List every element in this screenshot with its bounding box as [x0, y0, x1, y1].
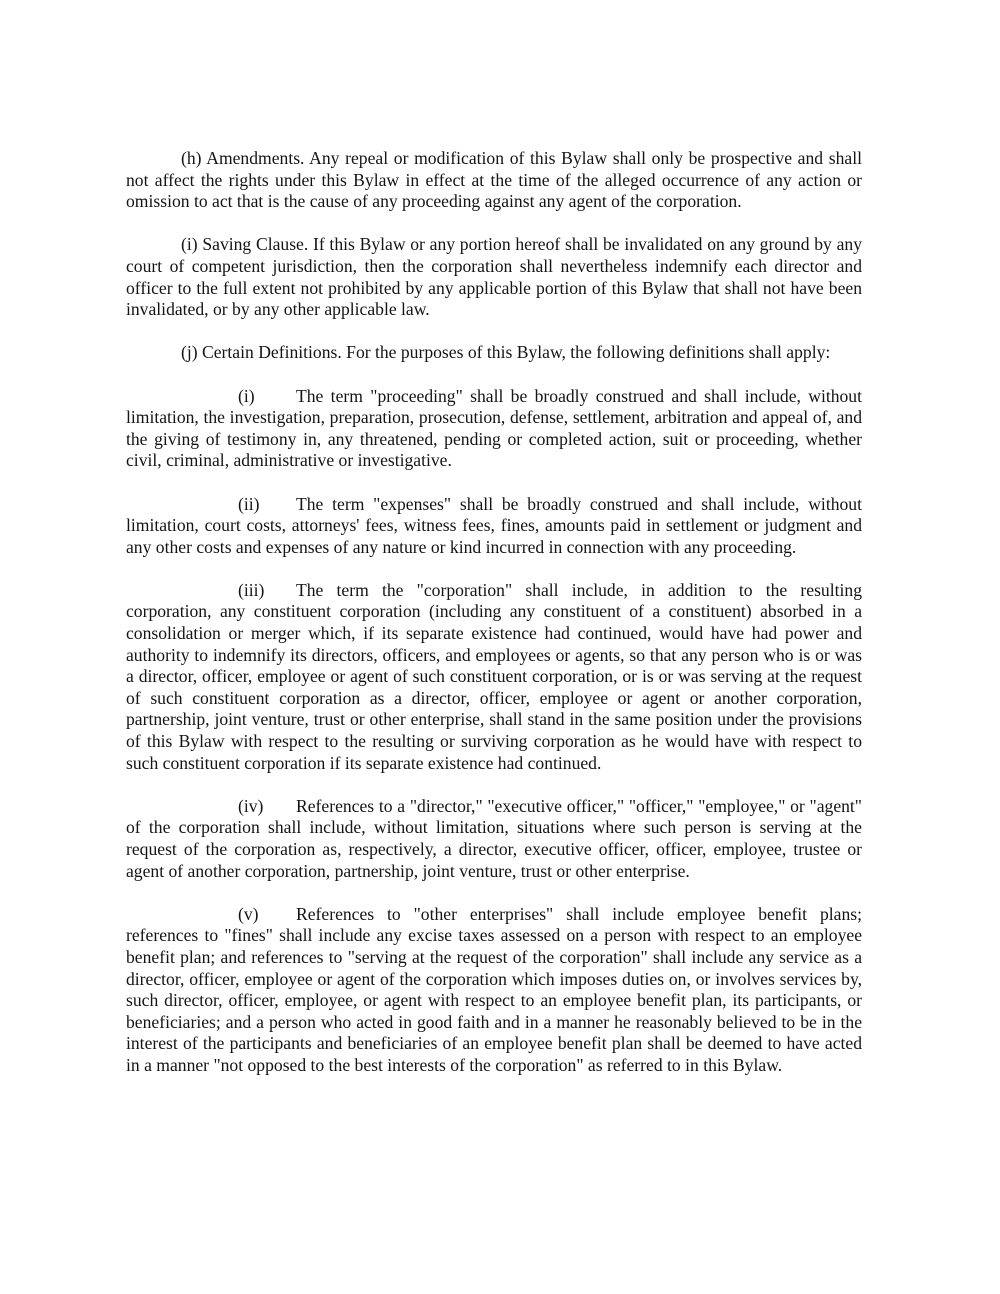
definition-other-enterprises	[126, 904, 862, 1077]
section-i-label: (i)	[181, 234, 198, 255]
section-i-text: Saving Clause. If this Bylaw or any portion hereof shall be invalidated on any ground by any court of competent jurisdiction, then the corporation shall nevertheless indemnify each director and officer to the full extent not prohibited by any applicable portion of this Bylaw that shall not have been invalidated, or by any other applicable law.	[126, 234, 862, 320]
section-j-text: Certain Definitions. For the purposes of this Bylaw, the following definitions shall apply:	[202, 342, 831, 363]
section-j-certain-definitions	[126, 342, 862, 364]
definition-director-references	[126, 796, 862, 882]
definition-text: The term "expenses" shall be broadly construed and shall include, without limitation, court costs, attorneys' fees, witness fees, fines, amounts paid in settlement or judgment and any other costs and expenses of any nature or kind incurred in connection with any proceeding.	[126, 493, 862, 557]
definition-text: References to "other enterprises" shall include employee benefit plans; references to "fines" shall include any excise taxes assessed on a person with respect to an employee benefit plan; and references to "serving at the request of the corporation" shall include any service as a director, officer, employee or agent of the corporation which imposes duties on, or involves services by, such director, officer, employee, or agent with respect to an employee benefit plan, its participants, or beneficiaries; and a person who acted in good faith and in a manner he reasonably believed to be in the interest of the participants and beneficiaries of an employee benefit plan shall be deemed to have acted in a manner "not opposed to the best interests of the corporation" as referred to in this Bylaw.	[126, 903, 862, 1075]
definition-number: (iv)	[238, 795, 264, 816]
section-i-saving-clause	[126, 234, 862, 320]
definition-number: (ii)	[238, 493, 260, 514]
definition-corporation	[126, 580, 862, 774]
section-h-label: (h)	[181, 148, 202, 168]
definition-number: (v)	[238, 903, 259, 924]
section-j-label: (j)	[181, 342, 198, 363]
definition-number: (iii)	[238, 579, 265, 600]
definition-number: (i)	[238, 385, 255, 406]
section-h-amendments	[126, 148, 862, 213]
document-page	[126, 148, 862, 1098]
definition-proceeding	[126, 386, 862, 472]
definition-text: References to a "director," "executive officer," "officer," "employee," or "agent" of the corporation shall include, without limitation, situations where such person is serving at the request of the corporation as, respectively, a director, executive officer, officer, employee, trustee or agent of another corporation, partnership, joint venture, trust or other enterprise.	[126, 795, 862, 881]
definition-text: The term the "corporation" shall include, in addition to the resulting corporation, any constituent corporation (including any constituent of a constituent) absorbed in a consolidation or merger which, if its separate existence had continued, would have had power and authority to indemnify its directors, officers, and employees or agents, so that any person who is or was a director, officer, employee or agent of such constituent corporation, or is or was serving at the request of such constituent corporation as a director, officer, employee or agent or another corporation, partnership, joint venture, trust or other enterprise, shall stand in the same position under the provisions of this Bylaw with respect to the resulting or surviving corporation as he would have with respect to such constituent corporation if its separate existence had continued.	[126, 579, 862, 773]
definition-expenses	[126, 494, 862, 559]
section-h-text: Amendments. Any repeal or modification of this Bylaw shall only be prospective and shall not affect the rights under this Bylaw in effect at the time of the alleged occurrence of any action or omission to act that is the cause of any proceeding against any agent of the corporation.	[126, 148, 862, 212]
definition-text: The term "proceeding" shall be broadly construed and shall include, without limitation, the investigation, preparation, prosecution, defense, settlement, arbitration and appeal of, and the giving of testimony in, any threatened, pending or completed action, suit or proceeding, whether civil, criminal, administrative or investigative.	[126, 385, 862, 471]
